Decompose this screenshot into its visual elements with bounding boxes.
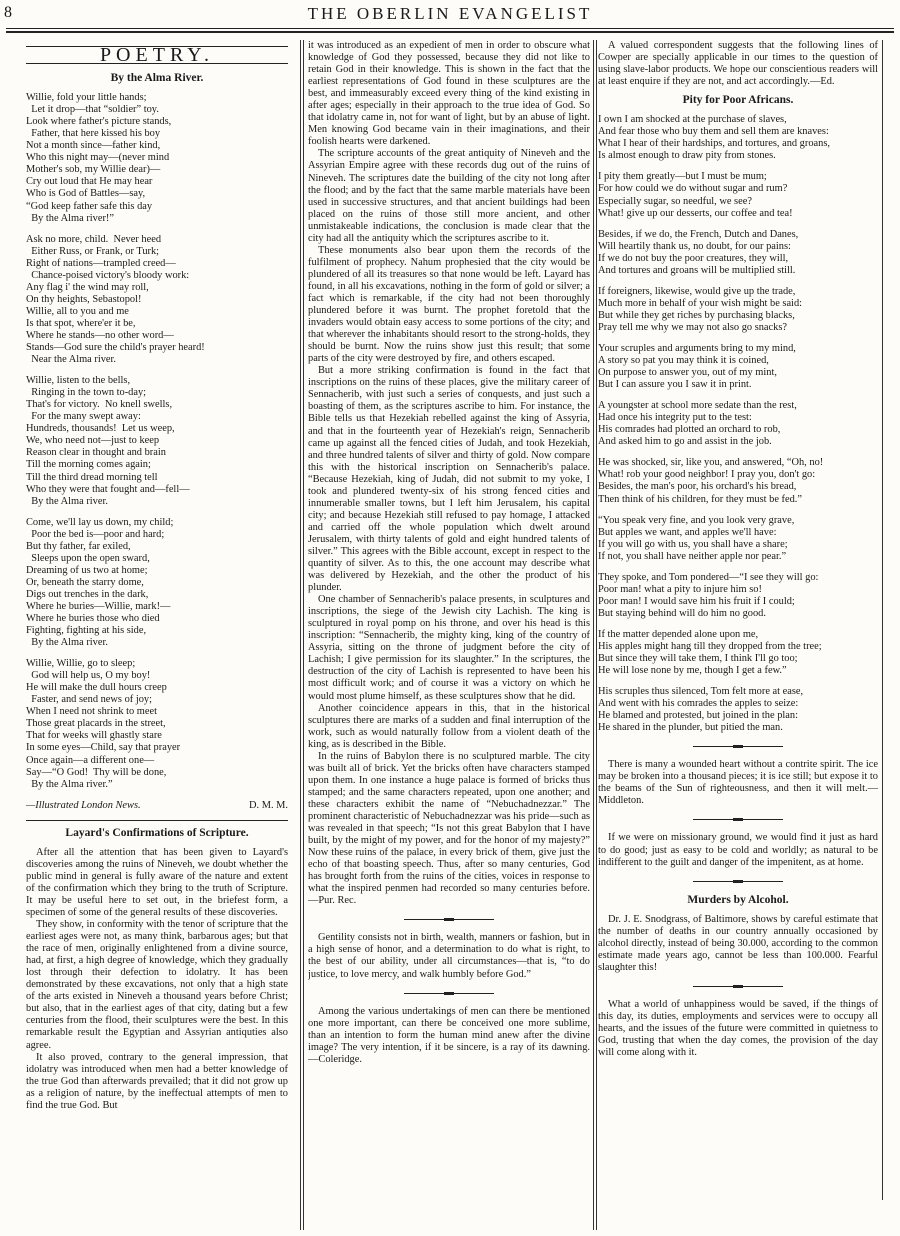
article-paragraph: They show, in conformity with the tenor of scripture that the earliest ages were not, as many think, barbarous ages; but that the race of men, originally enlightened from a divine source, had, at first, a high degree of knowledge, which they gradually lost through their defection to idolatry. It has been demonstrated by these excavations, not only that a high state of the arts existed in Nineveh a thousand years before Christ; but also, that in the earliest ages of that city, dating but a few centuries from the flood, their sculptures were the best. In this remarkable result the Egyptian and Assyrian antiquties also agree. xyxy=(26,919,288,1051)
column-divider xyxy=(882,40,883,1200)
poem-stanza: They spoke, and Tom pondered—“I see they will go: Poor man! what a pity to injure him so! Poor man! I would save him his fruit if I could; But staying behind will do him no good. xyxy=(598,571,819,619)
separator xyxy=(693,986,783,987)
article-paragraph: But a more striking confirmation is found in the fact that inscriptions on the ruins of these places, give the military career of Sennacherib, with just such a series of conquests, and just such a boasting of them, as the scriptures ascribe to him. For instance, the Bible tells us that Hezekiah rebelled against the king of Assyria, and that in the fourteenth year of Hezekiah's reign, Sennacherib came up against all the fenced cities of Judah, and took Hezekiah, and three hundred talents of silver and thirty of gold. Now compare this with the historical inscription on Sennacherib's palace. “Because Hezekiah, king of Judah, did not submit to my yoke, I took and plundered twenty-six of his strong fenced cities and innumerable smaller towns, but I left him Jerusalem, his capital city; and because Hezekiah still refused to pay homage, I attacked and carried off the whole population which dwelt around Jerusalem, with thirty talents of gold and eight hundred talents of silver.” This agrees with the Bible account, except in respect to the quantity of silver. As to this, the one account may describe what was delivered by Hezekiah, and the other the product of his plunder. xyxy=(308,365,590,594)
masthead: THE OBERLIN EVANGELIST xyxy=(307,4,593,23)
poem-stanza: Willie, listen to the bells, Ringing in the town to-day; That's for victory. No knell swells, For the many swept away: Hundreds, thousands! Let us weep, We, who need not—just to keep Reason clear in thought and brain Till the morning comes again; Till the third dread morning tell Who they were that fought and—fell— By the Alma river. xyxy=(26,375,190,507)
article-paragraph: These monuments also bear upon them the records of the fulfilment of prophecy. Nahum prophesied that the city would be plundered of all its treasures so that none would be left. Layard has found, in all his excavations, nothing in the form of gold or silver; a fact which is remarkable, if the city had not been thoroughly plundered before it was burnt. The prophet foretold that the invaders would obtain easy access to some portions of the city; and that wherever the inhabitants should resort to the strong-holds, they should be burnt. Now the ruins show just this result; that some parts of the city were destroyed by fire, and others escaped. xyxy=(308,244,590,365)
wounded-heart-paragraph: There is many a wounded heart without a contrite spirit. The ice may be broken into a thousand pieces; it is ice still; but expose it to the beams of the Sun of righteousness, and then it will melt.—Middleton. xyxy=(598,759,878,807)
poem-stanza: “You speak very fine, and you look very grave, But apples we want, and apples we'll have: If you will go with us, you shall have a share; If not, you shall have neither apple nor pear.” xyxy=(598,514,795,562)
page-number: 8 xyxy=(4,4,12,21)
column-divider xyxy=(300,40,301,1230)
poem-stanza: A youngster at school more sedate than the rest, Had once his integrity put to the test: His comrades had plotted an orchard to rob, And asked him to go and assist in the job. xyxy=(598,400,797,448)
article-title: Murders by Alcohol. xyxy=(687,893,789,906)
article-paragraph: The scripture accounts of the great antiquity of Nineveh and the Assyrian Empire agree with these records dug out of the ruins of Nineveh. The scriptures date the building of the city not long after the flood; and by the fact that the same marble materials have been used in successive structures, and that ancient buildings had been placed on the ruins of those still more ancient, and other unmistakeable indications, the conclusion is made clear that the city had all the antiquity which the scriptures ascribe to it. xyxy=(308,148,590,244)
column-1 xyxy=(26,40,288,1232)
poem-stanza: He was shocked, sir, like you, and answered, “Oh, no! What! rob your good neighbor! I pray you, don't go: Besides, the man's poor, his orchard's his bread, Then think of his children, for they must be fed.” xyxy=(598,457,824,505)
poem-title: By the Alma River. xyxy=(110,72,204,85)
separator xyxy=(693,881,783,882)
poem-stanza: Ask no more, child. Never heed Either Russ, or Frank, or Turk; Right of nations—trampled creed— Chance-poised victory's bloody work: Any flag i' the wind may roll, On thy heights, Sebastopol! Willie, all to you and me Is that spot, where'er it be, Where he stands—no other word— Stands—God sure the child's prayer heard! Near the Alma river. xyxy=(26,233,205,366)
separator xyxy=(404,993,494,994)
poem-stanza: I own I am shocked at the purchase of slaves, And fear those who buy them and sell them are knaves: What I hear of their hardships, and tortures, and groans, Is almost enough to draw pity from stones. xyxy=(598,114,830,162)
poem-stanza: Come, we'll lay us down, my child; Poor the bed is—poor and hard; But thy father, far exiled, Sleeps upon the open sward, Dreaming of us two at home; Or, beneath the starry dome, Digs out trenches in the dark, Where he buries—Willie, mark!— Where he buries those who died Fighting, fighting at his side, By the Alma river. xyxy=(26,516,174,649)
poem-stanza: If the matter depended alone upon me, His apples might hang till they dropped from the tree; But since they will take them, I think I'll go too; He will lose none by me, though I get a few.” xyxy=(598,628,822,677)
cowper-intro: A valued correspondent suggests that the following lines of Cowper are specially applicable in our times to the question of using slave-labor products. We hope our conscientious readers will at least enquire if they are not, and act accordingly.—Ed. xyxy=(598,40,878,88)
separator xyxy=(693,746,783,747)
article-paragraph: After all the attention that has been given to Layard's discoveries among the ruins of Nineveh, we doubt whether the public mind in general is fully aware of the nature and extent of the confirmation which they bring to the truth of Scripture. It may be useful here to set out, in the briefest form, a specimen of some of the general results of these discoveries. xyxy=(26,846,288,918)
separator xyxy=(26,820,288,821)
coleridge-paragraph: Among the various undertakings of men can there be mentioned one more important, can there be conceived one more sublime, than an intention to form the human mind anew after the divine image? The very intention, if it be sincere, is a ray of its dawning.—Coleridge. xyxy=(308,1005,590,1065)
column-2 xyxy=(308,40,590,1232)
poem-source: —Illustrated London News. xyxy=(26,799,141,811)
poem-stanza: Besides, if we do, the French, Dutch and Danes, Will heartily thank us, no doubt, for our pains: If we do not buy the poor creatures, they will, And tortures and groans will be multiplied still. xyxy=(598,228,799,276)
gentility-paragraph: Gentility consists not in birth, wealth, manners or fashion, but in a high sense of honor, and a determination to do what is right, to the best of our ability, under all circumstances—that is, “to do justice, to love mercy, and walk humbly before God.” xyxy=(308,932,590,980)
missionary-paragraph: If we were on missionary ground, we would find it just as hard to do good; just as easy to be cold and worldly; as natural to be indifferent to the guilt and danger of the impenitent, as at home. xyxy=(598,832,878,868)
top-rule xyxy=(6,28,894,29)
article-paragraph: In the ruins of Babylon there is no sculptured marble. The city was built all of brick. Yet the bricks often have characters stamped upon them. In one instance a huge palace is formed of bricks thus stamped; and the same characters repeated, upon one another; and these characters exhibit the name of “Nebuchadnezzar.” The prominent characteristic of Nebuchadnezzar was his pride—such as was revealed in that speech; “Is not this great Babylon that I have built, by the might of my power, and for the honor of my majesty?” Now these ruins of the palace, in every brick of them, give just the echo of that boasting speech. Thus, after so many centuries, God has brought forth from the ruins of the cities, voices in response to what the inspired penmen had recorded so many centuries before.—Pur. Rec. xyxy=(308,750,590,907)
separator xyxy=(693,819,783,820)
article-title: Layard's Confirmations of Scripture. xyxy=(65,826,249,839)
poem-initials: D. M. M. xyxy=(249,799,288,811)
article-paragraph: Another coincidence appears in this, that in the historical sculptures there are marks of a sudden and final interruption of the work, such as would naturally follow from a violent death of the king, as is described in the Bible. xyxy=(308,702,590,750)
column-divider xyxy=(596,40,597,1230)
poem-stanza: If foreigners, likewise, would give up the trade, Much more in behalf of your wish might be said: But while they get riches by purchasing blacks, Pray tell me why we may not also go snacks? xyxy=(598,285,803,333)
unhappiness-paragraph: What a world of unhappiness would be saved, if the things of this day, its duties, employments and services were to occupy all hearts, and the issues of the future were committed in quietness to God, trusting that when the day comes, the provision of the day will come along with it. xyxy=(598,998,878,1059)
poem-stanza: Willie, Willie, go to sleep; God will help us, O my boy! He will make the dull hours creep Faster, and send news of joy; When I need not shrink to meet Those great placards in the street, That for weeks will ghastly stare In some eyes—Child, say that prayer Once again—a different one— Say—“O God! Thy will be done, By the Alma river.” xyxy=(26,658,181,790)
separator xyxy=(404,919,494,920)
article-paragraph: it was introduced as an expedient of men in order to obscure what knowledge of God they possessed, because they did not like to retain God in their knowledge. This is shown in the fact that the earliest representations of God found in these sculptures are the best, and immeasurably exceed every thing of the kind existing in after ages; especially in their approach to the true idea of God. So that idolatry came in, not for want of light, but by an abuse of light. Men knowing God became vain in their imaginations, and their foolish hearts were darkened. xyxy=(308,40,590,148)
article-paragraph: One chamber of Sennacherib's palace presents, in sculptures and inscriptions, the siege of the Jewish city Lachish. The king is sculptured in royal pomp on his throne, and over his head is this inscription: “Sennacherib, the mighty king, king of the country of Assyria, sitting on the throne of judgment before the city of Lachish; I give permission for its slaughter.” In the scriptures, the destruction of the city of Lachish is represented to have been his most difficult work; and of course it was a victory on which he would most plume himself, as these sculptures show that he did. xyxy=(308,594,590,702)
top-rule-double xyxy=(6,31,894,33)
murders-paragraph: Dr. J. E. Snodgrass, of Baltimore, shows by careful estimate that the number of deaths in our country annually occasioned by alcohol directly, instead of being 30.000, according to the common estimate made years ago, cannot be less than 100.000. Fearful slaughter this! xyxy=(598,913,878,973)
poem-stanza: Willie, fold your little hands; Let it drop—that “soldier” toy. Look where father's picture stands, Father, that here kissed his boy Not a month since—father kind, Who this night may—(never mind Mother's sob, my Willie dear)— Cry out loud that He may hear Who is God of Battles—say, “God keep father safe this day By the Alma river!” xyxy=(26,92,172,224)
article-paragraph: It also proved, contrary to the general impression, that idolatry was introduced when men had a better knowledge of the true God than afterwards prevailed; that it did not grow up as a religion of nature, by the ineffectual attempts of men to find the true God. But xyxy=(26,1051,288,1111)
column-3 xyxy=(598,40,878,1232)
poem-stanza: I pity them greatly—but I must be mum; For how could we do without sugar and rum? Especially sugar, so needful, we see? What! give up our desserts, our coffee and tea! xyxy=(598,171,793,219)
column-divider xyxy=(593,40,594,1230)
poem-stanza: His scruples thus silenced, Tom felt more at ease, And went with his comrades the apples to seize: He blamed and protested, but joined in the plan: He shared in the plunder, but pitied the man. xyxy=(598,686,804,734)
poem-title: Pity for Poor Africans. xyxy=(682,94,794,107)
poetry-section-title: POETRY. xyxy=(26,46,288,64)
poem-stanza: Your scruples and arguments bring to my mind, A story so pat you may think it is coined, On purpose to answer you, out of my mint, But I can assure you I saw it in print. xyxy=(598,342,796,391)
column-divider xyxy=(303,40,304,1230)
poem-credit xyxy=(26,800,288,812)
